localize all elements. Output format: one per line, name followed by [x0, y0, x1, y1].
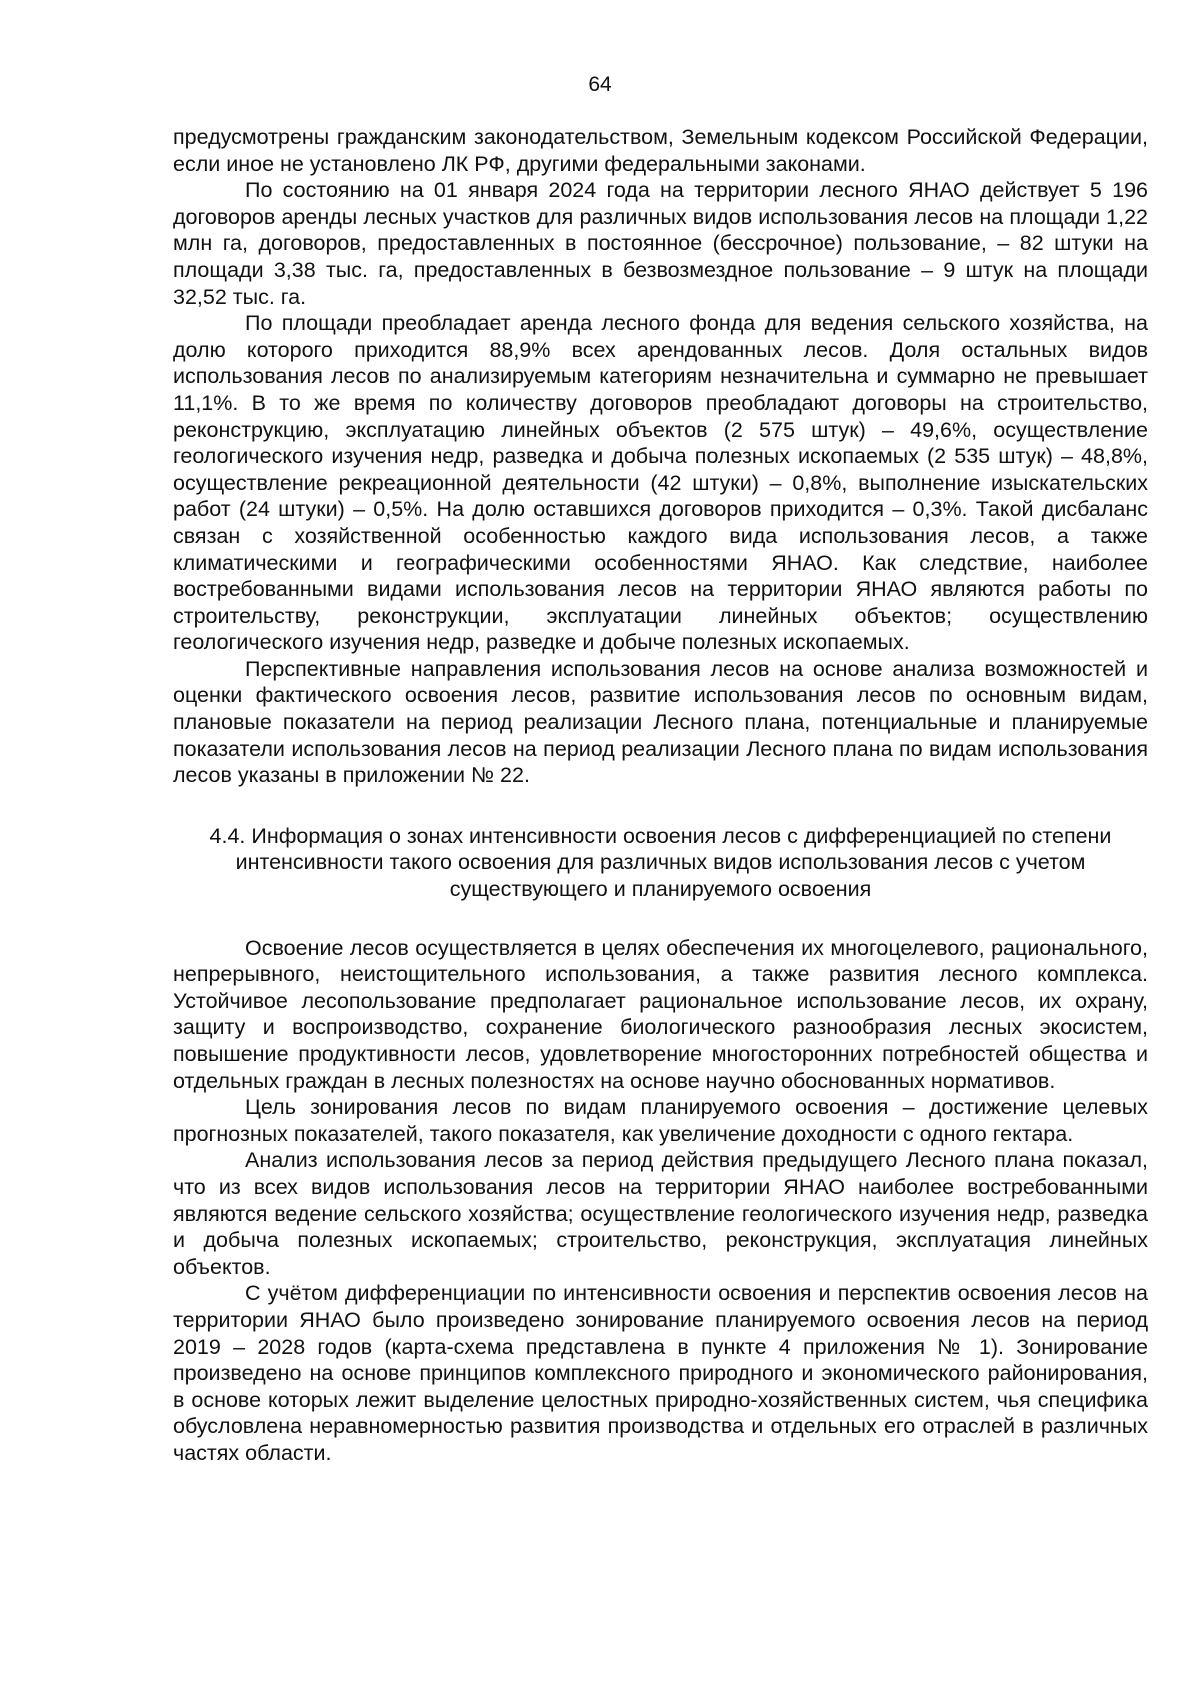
page-content	[173, 124, 1148, 1467]
page-number: 64	[588, 73, 612, 96]
body-paragraph: Анализ использования лесов за период действия предыдущего Лесного плана показал, что из всех видов использования лесов на территории ЯНАО наиболее востребованными являются ведение сельского хозяйства; осуществление геологического изучения недр, разведка и добыча полезных ископаемых; строительство, реконструкция, эксплуатация линейных объектов.	[173, 1148, 1148, 1279]
body-paragraph: По площади преобладает аренда лесного фонда для ведения сельского хозяйства, на долю которого приходится 88,9% всех арендованных лесов. Доля остальных видов использования лесов по анализируемым категориям незначительна и суммарно не превышает 11,1%. В то же время по количеству договоров преобладают договоры на строительство, реконструкцию, эксплуатацию линейных объектов (2 575 штук) – 49,6%, осуществление геологического изучения недр, разведка и добыча полезных ископаемых (2 535 штук) – 48,8%, осуществление рекреационной деятельности (42 штуки) – 0,8%, выполнение изыскательских работ (24 штуки) – 0,5%. На долю оставшихся договоров приходится – 0,3%. Такой дисбаланс связан с хозяйственной особенностью каждого вида использования лесов, а также климатическими и географическими особенностями ЯНАО. Как следствие, наиболее востребованными видами использования лесов на территории ЯНАО являются работы по строительству, реконструкции, эксплуатации линейных объектов; осуществлению геологического изучения недр, разведке и добыче полезных ископаемых.	[173, 311, 1148, 655]
body-paragraph: По состоянию на 01 января 2024 года на территории лесного ЯНАО действует 5 196 договоров аренды лесных участков для различных видов использования лесов на площади 1,22 млн га, договоров, предоставленных в постоянное (бессрочное) пользование, – 82 штуки на площади 3,38 тыс. га, предоставленных в безвозмездное пользование – 9 штук на площади 32,52 тыс. га.	[173, 178, 1148, 309]
body-paragraph: Освоение лесов осуществляется в целях обеспечения их многоцелевого, рационального, непрерывного, неистощительного использования, а также развития лесного комплекса. Устойчивое лесопользование предполагает рациональное использование лесов, их охрану, защиту и воспроизводство, сохранение биологического разнообразия лесных экосистем, повышение продуктивности лесов, удовлетворение многосторонних потребностей общества и отдельных граждан в лесных полезностях на основе научно обоснованных нормативов.	[173, 935, 1148, 1093]
body-paragraph: С учётом дифференциации по интенсивности освоения и перспектив освоения лесов на территории ЯНАО было произведено зонирование планируемого освоения лесов на период 2019 – 2028 годов (карта-схема представлена в пункте 4 приложения № 1). Зонирование произведено на основе принципов комплексного природного и экономического районирования, в основе которых лежит выделение целостных природно-хозяйственных систем, чья специфика обусловлена неравномерностью развития производства и отдельных его отраслей в различных частях области.	[173, 1281, 1148, 1465]
section-heading: 4.4. Информация о зонах интенсивности освоения лесов с дифференциацией по степени интенсивности такого освоения для различных видов использования лесов с учетом существующего и планируемого освоения	[209, 823, 1112, 902]
body-paragraph: Перспективные направления использования лесов на основе анализа возможностей и оценки фактического освоения лесов, развитие использования лесов по основным видам, плановые показатели на период реализации Лесного плана, потенциальные и планируемые показатели использования лесов на период реализации Лесного плана по видам использования лесов указаны в приложении № 22.	[173, 656, 1148, 788]
body-paragraph: предусмотрены гражданским законодательством, Земельным кодексом Российской Федерации, если иное не установлено ЛК РФ, другими федеральными законами.	[173, 125, 1148, 176]
body-paragraph: Цель зонирования лесов по видам планируемого освоения – достижение целевых прогнозных показателей, такого показателя, как увеличение доходности с одного гектара.	[173, 1095, 1148, 1146]
